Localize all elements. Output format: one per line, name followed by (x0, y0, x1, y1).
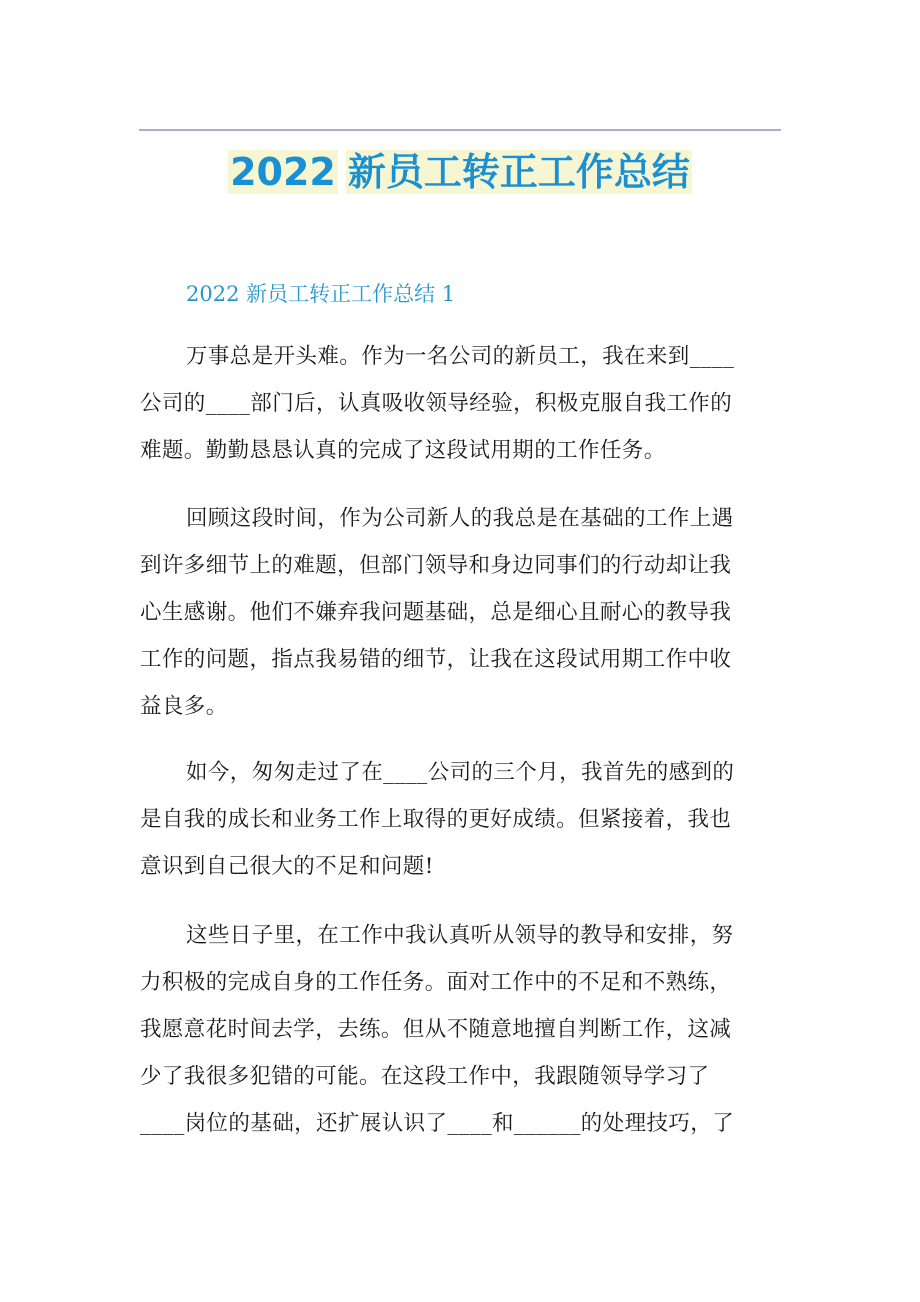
paragraph-line: 意识到自己很大的不足和问题! (140, 854, 434, 879)
paragraph-line: 这些日子里，在工作中我认真听从领导的教导和安排，努 (186, 923, 734, 948)
paragraph-line: 回顾这段时间，作为公司新人的我总是在基础的工作上遇 (186, 506, 734, 531)
title-text: 新员工转正工作总结 (347, 150, 690, 194)
document-title (0, 146, 920, 198)
header-rule (139, 129, 781, 131)
paragraph-line: ____岗位的基础，还扩展认识了____和______的处理技巧，了 (140, 1111, 735, 1136)
paragraph-line: 心生感谢。他们不嫌弃我问题基础，总是细心且耐心的教导我 (140, 600, 732, 625)
paragraph-line: 益良多。 (140, 694, 228, 719)
paragraph-line: 公司的____部门后，认真吸收领导经验，积极克服自我工作的 (140, 391, 733, 416)
section-heading: 2022 新员工转正工作总结 1 (186, 282, 456, 306)
title-year: 2022 (230, 150, 336, 194)
paragraph-line: 是自我的成长和业务工作上取得的更好成绩。但紧接着，我也 (140, 807, 732, 832)
paragraph-line: 到许多细节上的难题，但部门领导和身边同事们的行动却让我 (140, 553, 732, 578)
paragraph-line: 工作的问题，指点我易错的细节，让我在这段试用期工作中收 (140, 647, 732, 672)
paragraph-line: 我愿意花时间去学，去练。但从不随意地擅自判断工作，这减 (140, 1017, 732, 1042)
paragraph-line: 如今，匆匆走过了在____公司的三个月，我首先的感到的 (186, 760, 735, 785)
paragraph-line: 力积极的完成自身的工作任务。面对工作中的不足和不熟练， (140, 970, 732, 995)
paragraph-line: 难题。勤勤恳恳认真的完成了这段试用期的工作任务。 (140, 438, 666, 463)
paragraph-line: 少了我很多犯错的可能。在这段工作中，我跟随领导学习了 (140, 1064, 710, 1089)
paragraph-line: 万事总是开头难。作为一名公司的新员工，我在来到____ (186, 344, 735, 369)
